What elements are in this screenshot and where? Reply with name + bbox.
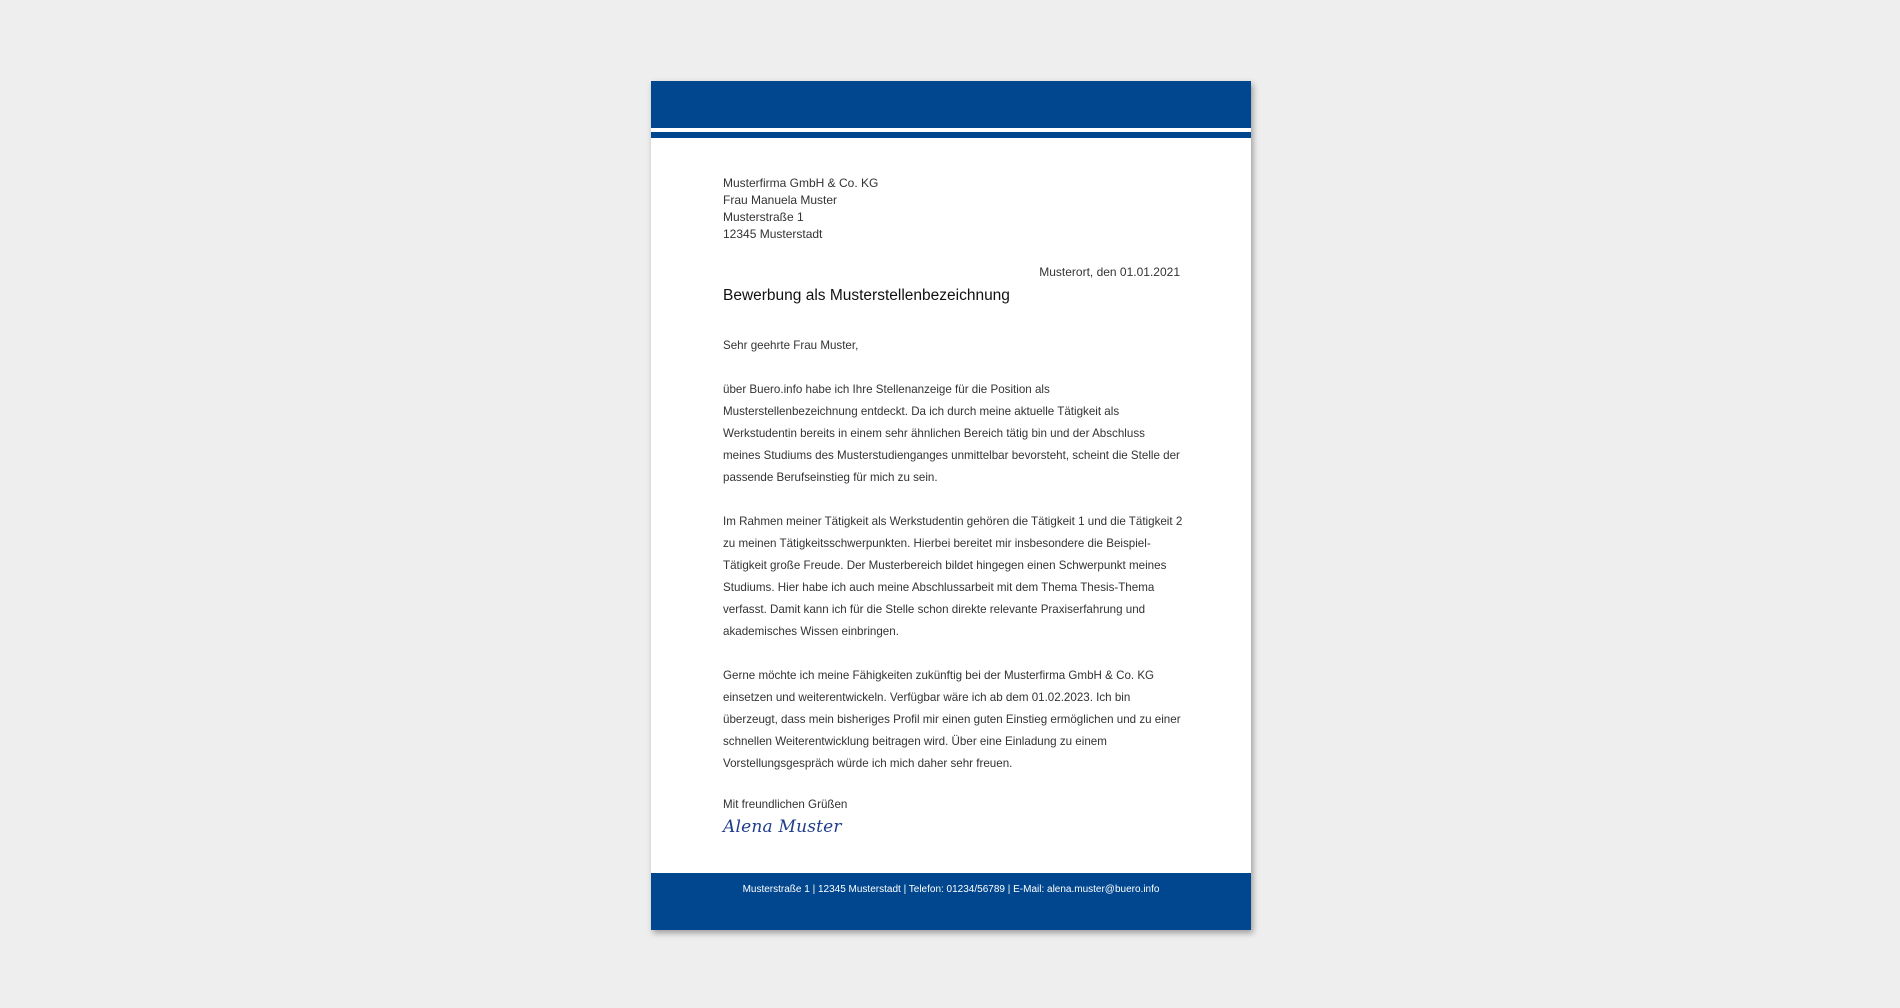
- footer-contact: Musterstraße 1 | 12345 Musterstadt | Telefon: 01234/56789 | E-Mail: alena.muster@buero.info: [742, 884, 1160, 895]
- signature: Alena Muster: [723, 817, 842, 837]
- recipient-company: Musterfirma GmbH & Co. KG: [723, 176, 879, 190]
- recipient-street: Musterstraße 1: [723, 210, 804, 224]
- letter-body: [723, 335, 1183, 797]
- paragraph-experience: Im Rahmen meiner Tätigkeit als Werkstudentin gehören die Tätigkeit 1 und die Tätigkeit 2 zu meinen Tätigkeitsschwerpunkten. Hierbei bereitet mir insbesondere die Beispiel-Tätigkeit große Freude. Der Musterbereich bildet hingegen einen Schwerpunkt meines Studiums. Hier habe ich auch meine Abschlussarbeit mit dem Thema Thesis-Thema verfasst. Damit kann ich für die Stelle schon direkte relevante Praxiserfahrung und akademisches Wissen einbringen.: [723, 515, 1183, 638]
- header-line: [651, 132, 1251, 138]
- footer-band: [651, 873, 1251, 930]
- salutation: Sehr geehrte Frau Muster,: [723, 339, 859, 352]
- letter-date: Musterort, den 01.01.2021: [1039, 265, 1180, 279]
- letter-page: [651, 81, 1251, 930]
- recipient-address: [723, 175, 878, 243]
- letter-subject: Bewerbung als Musterstellenbezeichnung: [723, 287, 1010, 304]
- paragraph-intro: über Buero.info habe ich Ihre Stellenanzeige für die Position als Musterstellenbezeichnung entdeckt. Da ich durch meine aktuelle Tätigkeit als Werkstudentin bereits in einem sehr ähnlichen Bereich tätig bin und der Abschluss meines Studiums des Musterstudienganges unmittelbar bevorsteht, scheint die Stelle der passende Berufseinstieg für mich zu sein.: [723, 383, 1180, 484]
- recipient-city: 12345 Musterstadt: [723, 227, 823, 241]
- paragraph-motivation: Gerne möchte ich meine Fähigkeiten zukünftig bei der Musterfirma GmbH & Co. KG einsetzen und weiterentwickeln. Verfügbar wäre ich ab dem 01.02.2023. Ich bin überzeugt, dass mein bisheriges Profil mir einen guten Einstieg ermöglichen und zu einer schnellen Weiterentwicklung beitragen wird. Über eine Einladung zu einem Vorstellungsgespräch würde ich mich daher sehr freuen.: [723, 669, 1181, 770]
- closing: Mit freundlichen Grüßen: [723, 798, 848, 811]
- header-band: [651, 81, 1251, 128]
- recipient-name: Frau Manuela Muster: [723, 193, 838, 207]
